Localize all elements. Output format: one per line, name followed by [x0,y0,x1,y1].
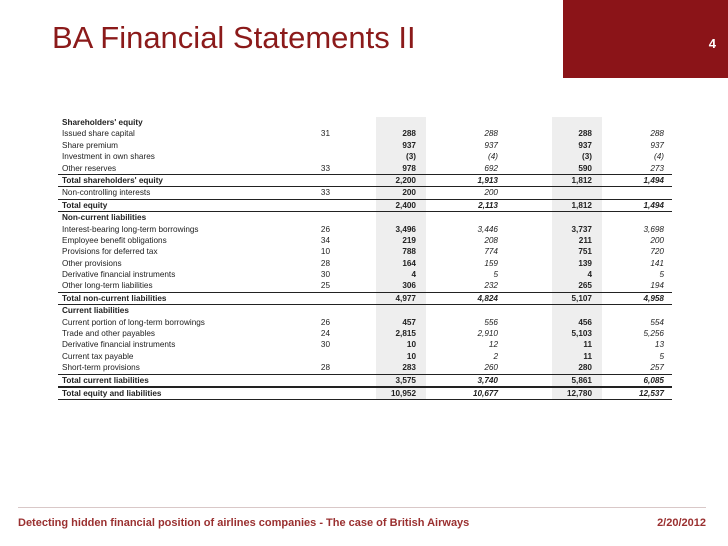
value-2010-group: 159 [484,258,498,268]
value-2011-group: 4 [411,270,416,280]
value-2010-company: 13 [654,340,664,350]
value-2010-group: 3,446 [477,224,498,234]
row-label: Current liabilities [62,306,129,316]
row-label: Derivative financial instruments [62,340,176,350]
value-2010-company: 12,537 [638,388,664,398]
value-2011-company: 4 [587,270,592,280]
value-2011-company: 139 [578,258,592,268]
row-label: Short-term provisions [62,363,140,373]
row-label: Current tax payable [62,351,134,361]
note-ref: 30 [320,270,330,280]
table-row [58,235,672,246]
value-2011-company: 5,103 [571,329,592,339]
table-row [58,280,672,291]
table-row [58,187,672,198]
note-ref: 28 [320,363,330,373]
column-shade [376,212,426,223]
table-row [58,258,672,269]
value-2011-group: 219 [402,235,416,245]
row-label: Total equity [62,200,108,210]
table-row [58,387,672,400]
table-row [58,351,672,362]
value-2010-company: 194 [650,281,664,291]
slide-number: 4 [708,36,716,51]
row-label: Other long-term liabilities [62,281,153,291]
value-2011-company: 12,780 [566,388,592,398]
value-2011-group: 788 [402,247,416,257]
value-2011-company: 211 [578,235,592,245]
value-2011-company: 265 [578,281,592,291]
note-ref: 24 [320,329,330,339]
note-ref: 10 [320,247,330,257]
row-label: Trade and other payables [62,329,156,339]
value-2011-group: (3) [405,152,416,162]
row-label: Total current liabilities [62,375,149,385]
value-2011-company: 280 [578,363,592,373]
value-2010-group: 1,913 [477,175,498,185]
note-ref: 28 [320,258,330,268]
table-row [58,374,672,387]
value-2010-company: 3,698 [643,224,664,234]
footer-text: Detecting hidden financial position of airlines companies - The case of British Airways [18,517,470,529]
note-ref: 31 [320,129,330,139]
value-2011-group: 200 [402,188,416,198]
table-row [58,163,672,174]
value-2010-company: 554 [650,317,664,327]
value-2010-company: 1,494 [643,175,664,185]
value-2010-group: 2 [493,351,498,361]
value-2010-company: 4,958 [643,293,664,303]
value-2010-company: 5 [659,351,664,361]
footer-divider [18,507,706,508]
column-shade [552,305,602,316]
table-row [58,224,672,235]
value-2010-group: 5 [493,270,498,280]
row-label: Total equity and liabilities [62,388,162,398]
table-row [58,174,672,187]
value-2011-group: 288 [402,129,416,139]
row-label: Other reserves [62,163,117,173]
value-2010-group: 232 [484,281,498,291]
row-label: Provisions for deferred tax [62,247,158,257]
table-row [58,269,672,280]
value-2010-company: 200 [650,235,664,245]
value-2010-group: 692 [484,163,498,173]
value-2011-group: 457 [402,317,416,327]
value-2010-company: 5,256 [643,329,664,339]
value-2010-group: 2,113 [478,200,498,210]
row-label: Employee benefit obligations [62,235,167,245]
column-shade [376,117,426,128]
value-2010-company: 141 [650,258,664,268]
value-2011-group: 937 [402,140,416,150]
table-row [58,117,672,128]
table-row [58,362,672,373]
table-row [58,339,672,350]
note-ref: 33 [320,163,330,173]
value-2010-company: 273 [650,163,664,173]
table-row [58,199,672,212]
note-ref: 26 [320,224,330,234]
column-shade [376,305,426,316]
note-ref: 25 [320,281,330,291]
value-2010-company: 1,494 [643,200,664,210]
value-2010-company: (4) [653,152,664,162]
row-label: Current portion of long-term borrowings [62,317,205,327]
table-row [58,328,672,339]
table-row [58,317,672,328]
value-2010-group: 200 [484,188,498,198]
value-2011-group: 978 [402,163,416,173]
value-2010-company: 288 [650,129,664,139]
footer-date: 2/20/2012 [657,517,706,529]
value-2011-company: 11 [583,340,592,350]
value-2010-group: 4,824 [477,293,498,303]
row-label: Investment in own shares [62,152,155,162]
value-2011-company: 1,812 [571,200,592,210]
column-shade [552,212,602,223]
value-2011-group: 10 [406,340,416,350]
table-row [58,140,672,151]
note-ref: 26 [320,317,330,327]
table-row [58,305,672,316]
value-2011-group: 306 [402,281,416,291]
value-2011-group: 2,400 [395,200,416,210]
table-row [58,246,672,257]
note-ref: 34 [320,235,330,245]
table-row [58,128,672,139]
value-2010-company: 5 [659,270,664,280]
value-2010-group: 208 [484,235,498,245]
balance-sheet-table [58,117,672,400]
value-2010-group: 3,740 [477,375,498,385]
value-2010-group: 937 [484,140,498,150]
value-2011-company: (3) [581,152,592,162]
value-2011-company: 5,107 [571,293,592,303]
value-2010-group: 10,677 [472,388,498,398]
value-2010-group: 2,910 [477,329,498,339]
value-2010-group: (4) [487,152,498,162]
value-2011-company: 288 [578,129,592,139]
value-2010-group: 12 [488,340,498,350]
value-2011-company: 11 [583,351,592,361]
slide-title: BA Financial Statements II [52,20,416,55]
value-2010-group: 774 [484,247,498,257]
value-2011-company: 590 [578,163,592,173]
row-label: Total shareholders' equity [62,175,163,185]
column-shade [552,187,602,198]
table-row [58,292,672,305]
row-label: Non-current liabilities [62,213,147,223]
value-2010-company: 937 [650,140,664,150]
value-2011-group: 10 [406,351,416,361]
value-2011-group: 3,496 [395,224,416,234]
value-2010-company: 720 [650,247,664,257]
table-row [58,212,672,223]
row-label: Non-controlling interests [62,188,151,198]
row-label: Derivative financial instruments [62,270,176,280]
row-label: Share premium [62,140,118,150]
table-row [58,151,672,162]
value-2010-group: 260 [484,363,498,373]
column-shade [552,117,602,128]
value-2011-group: 3,575 [395,375,416,385]
value-2011-company: 456 [578,317,592,327]
value-2011-company: 751 [578,247,592,257]
row-label: Interest-bearing long-term borrowings [62,224,199,234]
row-label: Total non-current liabilities [62,293,167,303]
value-2010-group: 288 [484,129,498,139]
value-2011-group: 283 [402,363,416,373]
value-2011-company: 1,812 [571,175,592,185]
value-2011-company: 937 [578,140,592,150]
row-label: Shareholders' equity [62,118,143,127]
value-2010-group: 556 [484,317,498,327]
value-2011-group: 2,815 [395,329,416,339]
row-label: Other provisions [62,258,122,268]
value-2011-group: 4,977 [395,293,416,303]
value-2010-company: 257 [650,363,664,373]
slide-number-box [563,0,728,78]
value-2011-group: 10,952 [390,388,416,398]
value-2011-group: 164 [402,258,416,268]
note-ref: 33 [320,188,330,198]
value-2011-company: 5,861 [571,375,592,385]
note-ref: 30 [320,340,330,350]
value-2011-group: 2,200 [395,175,416,185]
row-label: Issued share capital [62,129,135,139]
value-2011-company: 3,737 [571,224,592,234]
value-2010-company: 6,085 [643,375,664,385]
